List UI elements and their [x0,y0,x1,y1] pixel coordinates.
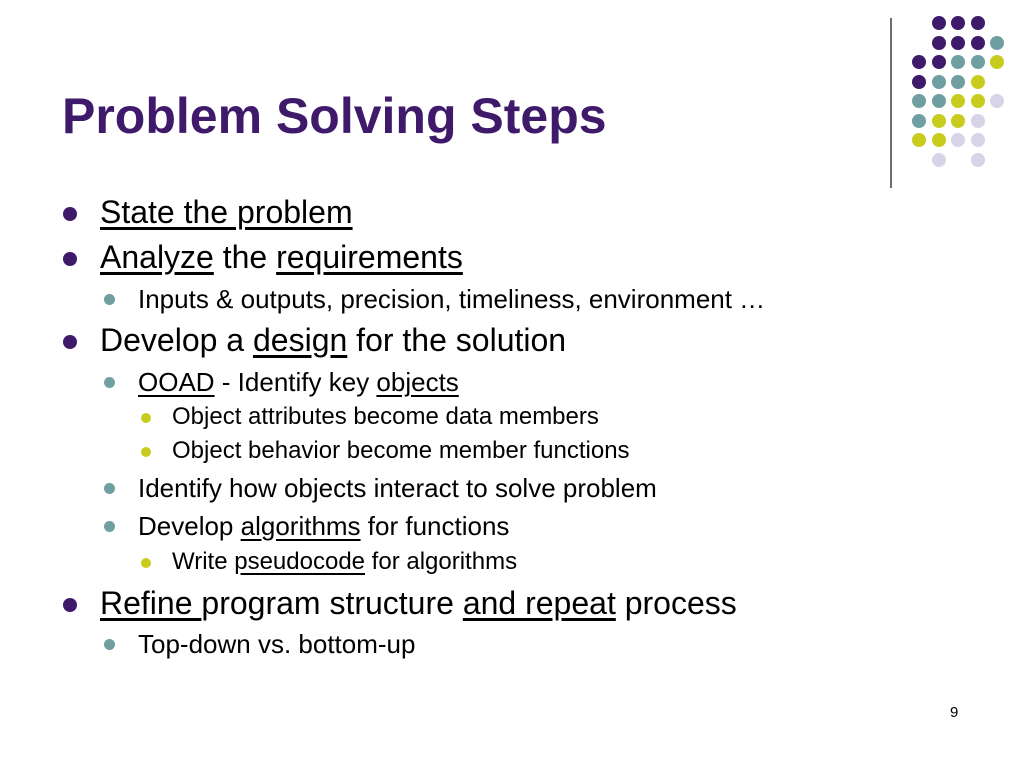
decorative-dot [932,16,946,30]
decorative-dot [912,133,926,147]
bullet-text: Object attributes become data members [172,403,599,430]
decorative-dot [932,114,946,128]
decorative-dot [932,75,946,89]
decorative-dot [932,94,946,108]
bullet-text-and-repeat: and repeat [462,585,616,621]
bullet-text: Inputs & outputs, precision, timeliness, environment … [138,284,766,314]
bullet-text: process [615,585,737,621]
bullet-dot [104,639,115,650]
decorative-dot [951,133,965,147]
bullet-text-analyze: Analyze [100,239,214,275]
decorative-dot [912,55,926,69]
bullet-text-refine: Refine [100,585,202,621]
sub-bullet-ooad [138,366,459,398]
bullet-text: for the solution [347,322,567,358]
decorative-dot [971,75,985,89]
decorative-dot [990,94,1004,108]
decorative-dot [932,153,946,167]
decorative-dot [971,36,985,50]
bullet-dot [104,483,115,494]
decorative-dot [951,75,965,89]
slide-title: Problem Solving Steps [62,88,607,144]
decorative-dot [912,94,926,108]
vertical-divider [890,18,892,188]
bullet-refine [100,583,737,623]
decorative-dot [912,114,926,128]
decorative-dot [932,36,946,50]
bullet-text: Object behavior become member functions [172,437,630,464]
sub-sub-bullet-object-behavior [172,436,630,466]
sub-bullet-develop-algorithms [138,510,509,542]
sub-sub-bullet-object-attributes [172,402,599,432]
bullet-text: State the problem [100,194,353,230]
bullet-text-pseudocode: pseudocode [234,548,366,575]
bullet-text: Develop a [100,322,253,358]
bullet-text: the [213,239,277,275]
decorative-dot [971,153,985,167]
bullet-dot [63,207,77,221]
decorative-dot [932,55,946,69]
decorative-dot [990,36,1004,50]
bullet-text-objects: objects [376,367,459,397]
bullet-text: Top-down vs. bottom-up [138,629,416,659]
bullet-text: Write [172,548,235,575]
sub-sub-bullet-pseudocode [172,547,517,577]
bullet-text: for functions [360,511,510,541]
decorative-dot [971,55,985,69]
sub-bullet-top-down [138,628,415,660]
decorative-dot [932,133,946,147]
decorative-dot [971,133,985,147]
bullet-state-problem [100,192,353,232]
decorative-dot [951,114,965,128]
page-number: 9 [950,704,959,721]
bullet-text-requirements: requirements [276,239,463,275]
bullet-dot [63,252,77,266]
bullet-dot [141,413,151,423]
decorative-dot [912,75,926,89]
bullet-dot [141,558,151,568]
decorative-dot [951,94,965,108]
decorative-dot [951,36,965,50]
decorative-dot [951,55,965,69]
sub-bullet-identify-interact [138,472,657,504]
bullet-develop-design [100,320,566,360]
bullet-text: Identify how objects interact to solve problem [138,473,657,503]
bullet-text-ooad: OOAD [138,367,215,397]
bullet-text: program structure [201,585,463,621]
decorative-dot [990,55,1004,69]
bullet-text-design: design [252,322,348,358]
sub-bullet-inputs-outputs [138,283,765,315]
bullet-dot [63,598,77,612]
decorative-dot [971,94,985,108]
bullet-text: Develop [138,511,241,541]
bullet-dot [141,447,151,457]
bullet-text-algorithms: algorithms [240,511,361,541]
bullet-text: for algorithms [365,548,518,575]
bullet-dot [104,521,115,532]
bullet-dot [104,294,115,305]
decorative-dot [971,16,985,30]
bullet-dot [63,335,77,349]
bullet-analyze-requirements [100,237,463,277]
decorative-dot [951,16,965,30]
decorative-dot [971,114,985,128]
bullet-text: - Identify key [214,367,377,397]
bullet-dot [104,377,115,388]
